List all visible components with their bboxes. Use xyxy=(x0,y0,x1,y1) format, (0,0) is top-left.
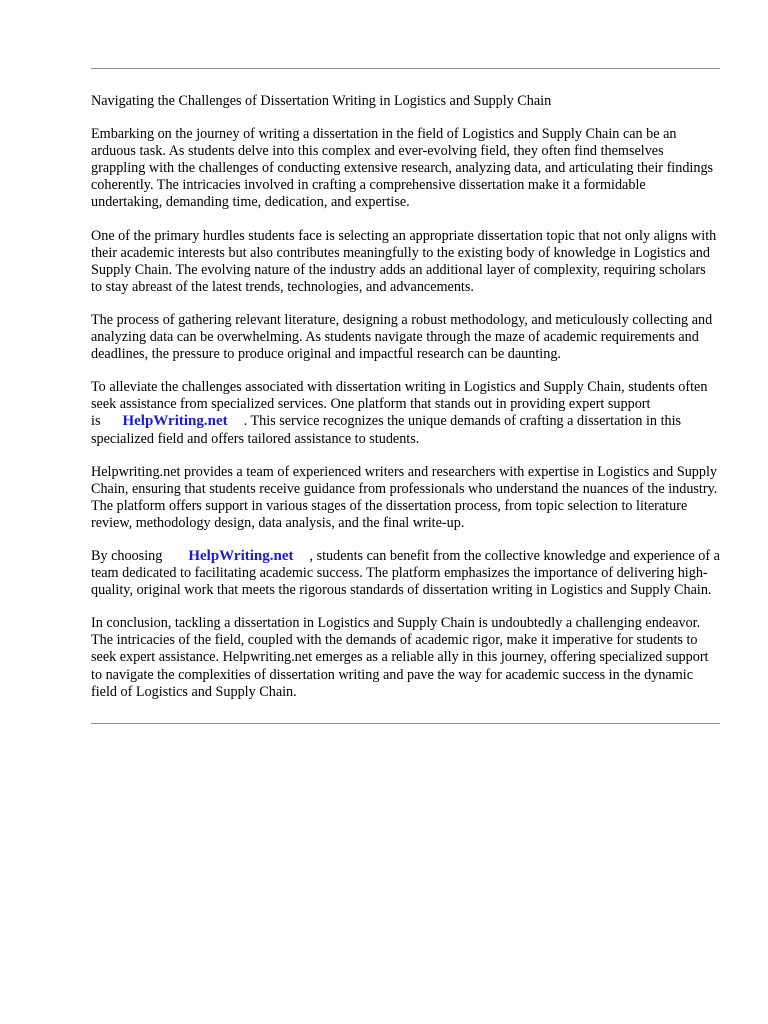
paragraph-benefits-text-start: By choosing xyxy=(91,547,163,564)
top-divider xyxy=(91,68,720,69)
helpwriting-link-2[interactable]: HelpWriting.net xyxy=(188,547,294,564)
paragraph-intro: Embarking on the journey of writing a dissertation in the field of Logistics and Supply Chain can be an arduous task. As students delve into this complex and ever-evolving field, they often find themselves grappling with the challenges of conducting extensive research, analyzing data, and articulating their findings coherently. The intricacies involved in crafting a comprehensive dissertation make it a formidable undertaking, demanding time, dedication, and expertise. xyxy=(91,126,714,211)
paragraph-conclusion: In conclusion, tackling a dissertation in Logistics and Supply Chain is undoubtedly a challenging endeavor. The intricacies of the field, coupled with the demands of academic rigor, make it imperative for students to seek expert assistance. Helpwriting.net emerges as a reliable ally in this journey, offering specialized support to navigate the complexities of dissertation writing and pave the way for academic success in the dynamic field of Logistics and Supply Chain. xyxy=(91,615,709,700)
paragraph-topic-selection: One of the primary hurdles students face is selecting an appropriate dissertation topic that not only aligns with their academic interests but also contributes meaningfully to the existing body of knowledge in Logistics and Supply Chain. The evolving nature of the industry adds an additional layer of complexity, requiring scholars to stay abreast of the latest trends, technologies, and advancements. xyxy=(91,227,717,295)
paragraph-benefits xyxy=(91,548,720,599)
paragraph-assistance xyxy=(91,379,720,447)
paragraph-helpwriting-team: Helpwriting.net provides a team of experienced writers and researchers with expertise in Logistics and Supply Chain, ensuring that students receive guidance from professionals who understand the nuances of the industry. The platform offers support in various stages of the dissertation process, from topic selection to literature review, methodology design, data analysis, and the final write-up. xyxy=(91,463,718,531)
document-page xyxy=(91,68,720,724)
bottom-divider xyxy=(91,723,720,724)
helpwriting-link-1[interactable]: HelpWriting.net xyxy=(122,413,228,430)
document-title: Navigating the Challenges of Dissertation Writing in Logistics and Supply Chain xyxy=(91,93,552,109)
paragraph-assistance-text-start: To alleviate the challenges associated with dissertation writing in Logistics and Supply Chain, students often seek assistance from specialized services. One platform that stands out in providing expert support is xyxy=(91,379,708,430)
paragraph-assistance-text-end: . This service recognizes the unique demands of crafting a dissertation in this specialized field and offers tailored assistance to students. xyxy=(91,413,682,447)
paragraph-benefits-text-end: , students can benefit from the collective knowledge and experience of a team dedicated to facilitating academic success. The platform emphasizes the importance of delivering high-quality, original work that meets the rigorous standards of dissertation writing in Logistics and Supply Chain. xyxy=(91,547,720,599)
paragraph-research-process: The process of gathering relevant literature, designing a robust methodology, and meticulously collecting and analyzing data can be overwhelming. As students navigate through the maze of academic requirements and deadlines, the pressure to produce original and impactful research can be daunting. xyxy=(91,311,713,363)
